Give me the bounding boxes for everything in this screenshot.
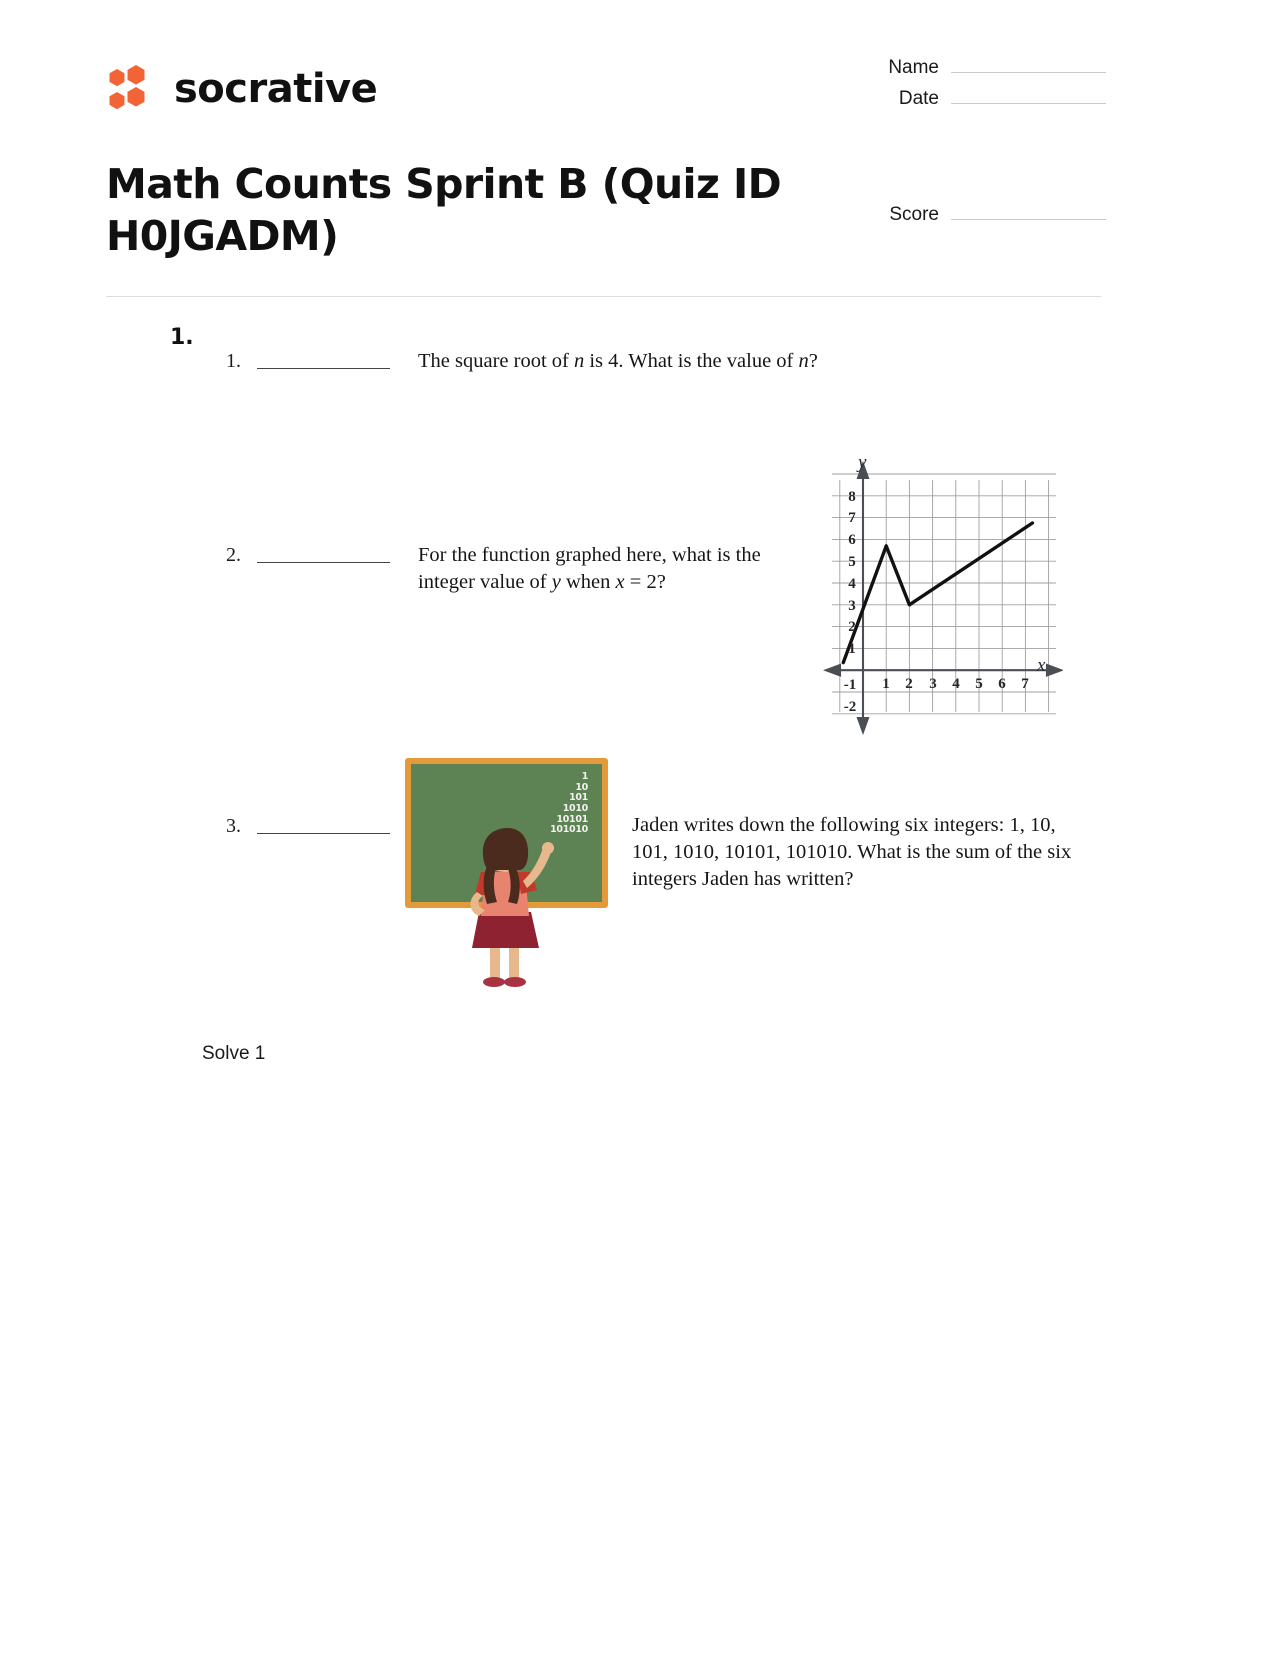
y-axis-label: y [858, 452, 867, 473]
function-curve [843, 523, 1032, 663]
item-1-number: 1. [226, 350, 241, 372]
name-label: Name [888, 57, 939, 78]
x-tick-1: 1 [882, 676, 890, 692]
item-3-answer-blank[interactable] [257, 833, 390, 834]
x-tick-2: 2 [905, 676, 913, 692]
x-tick-3: 3 [929, 676, 937, 692]
board-number-10101: 10101 [556, 813, 588, 825]
board-number-1: 1 [581, 771, 588, 782]
item-1-answer-blank[interactable] [257, 368, 390, 369]
item-3-number: 3. [226, 815, 241, 837]
y-tick-1: 1 [848, 641, 856, 657]
x-tick-7: 7 [1021, 676, 1029, 692]
y-tick-8: 8 [848, 489, 856, 505]
item-2-text: For the function graphed here, what is the integer value of y when x = 2? [418, 544, 761, 594]
x-axis-label: x [1037, 655, 1046, 676]
socrative-hexagons-logo-icon [106, 63, 158, 115]
chalkboard-illustration [405, 758, 612, 990]
board-number-10: 10 [575, 781, 588, 793]
y-tick-3: 3 [848, 598, 856, 614]
y-tick-neg1: -1 [843, 677, 857, 693]
header-divider [106, 296, 1101, 297]
solve-label: Solve 1 [202, 1043, 266, 1064]
y-tick-neg2: -2 [843, 699, 857, 715]
score-field-row [889, 202, 1106, 226]
item-1-text: The square root of n is 4. What is the value of n? [418, 350, 818, 372]
score-input-line[interactable] [951, 202, 1106, 220]
y-tick-4: 4 [848, 576, 856, 592]
y-tick-2: 2 [848, 619, 856, 635]
name-input-line[interactable] [951, 55, 1106, 73]
board-number-1010: 1010 [562, 802, 588, 814]
socrative-wordmark: socrative [174, 66, 378, 112]
x-tick-6: 6 [998, 676, 1006, 692]
board-number-101: 101 [569, 792, 588, 804]
item-2-number: 2. [226, 544, 241, 566]
name-field-row [856, 55, 1106, 79]
board-number-101010: 101010 [550, 824, 588, 836]
x-tick-5: 5 [975, 676, 983, 692]
item-3-text: Jaden writes down the following six integers: 1, 10, 101, 1010, 10101, 101010. What is the sum of the six integers Jaden has written? [632, 814, 1072, 891]
y-tick-6: 6 [848, 532, 856, 548]
student-info-fields [856, 55, 1106, 117]
score-label: Score [889, 204, 939, 225]
item-2-answer-blank[interactable] [257, 562, 390, 563]
date-field-row [856, 86, 1106, 110]
date-input-line[interactable] [951, 86, 1106, 104]
question-number: 1. [170, 325, 194, 350]
socrative-logo [106, 63, 377, 115]
date-label: Date [898, 88, 939, 109]
y-tick-5: 5 [848, 554, 856, 570]
x-tick-4: 4 [952, 676, 960, 692]
y-tick-7: 7 [848, 510, 856, 526]
girl-figure [453, 826, 563, 990]
coordinate-graph-figure [818, 452, 1063, 737]
page-title: Math Counts Sprint B (Quiz ID H0JGADM) [106, 160, 782, 261]
